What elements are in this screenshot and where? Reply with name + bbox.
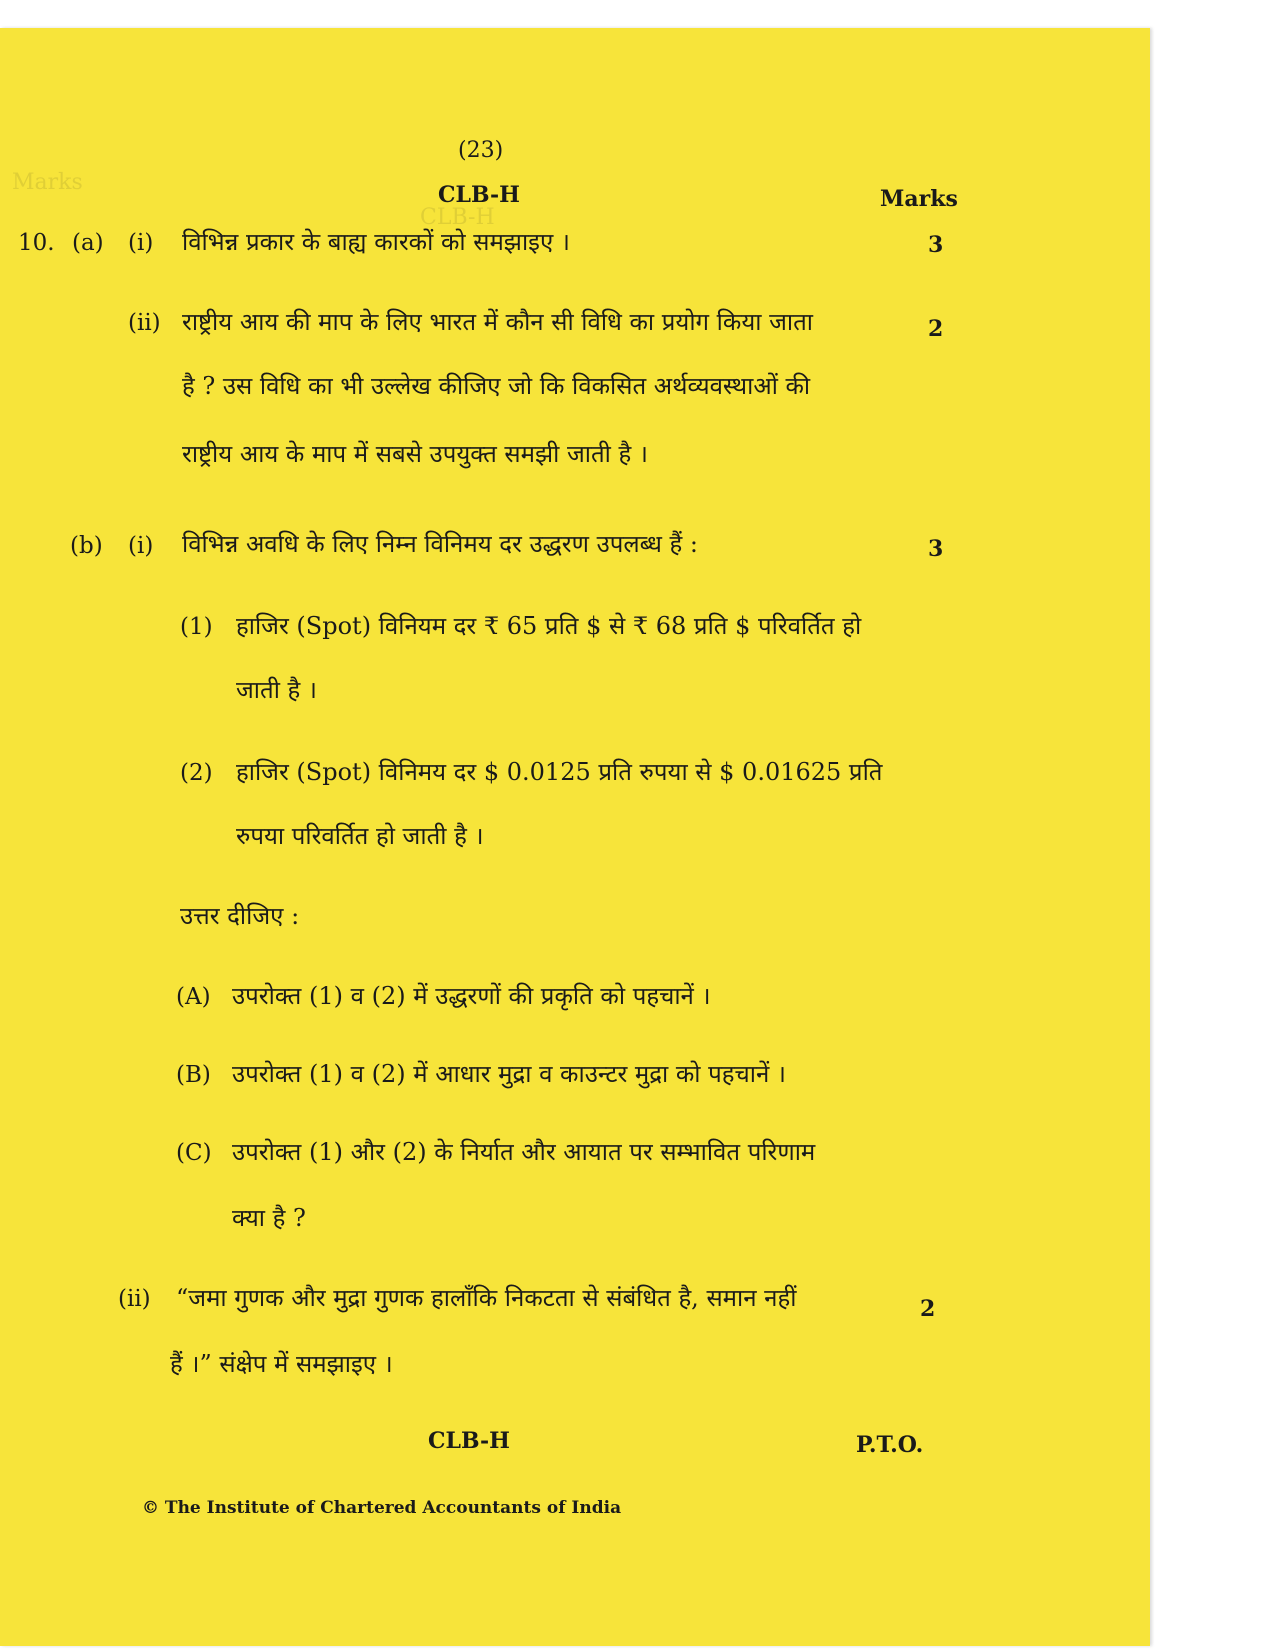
part-b-i-label: (i) — [128, 533, 154, 559]
part-b-ii-label: (ii) — [118, 1286, 151, 1312]
answer-b-text: उपरोक्त (1) व (2) में आधार मुद्रा व काउन्टर मुद्रा को पहचानें । — [232, 1060, 787, 1088]
quote-2-line2: रुपया परिवर्तित हो जाती है । — [236, 822, 484, 850]
footer-pto: P.T.O. — [856, 1432, 924, 1458]
answer-a-text: उपरोक्त (1) व (2) में उद्धरणों की प्रकृति को पहचानें । — [232, 982, 711, 1010]
answer-b-label: (B) — [176, 1062, 211, 1088]
answer-a-label: (A) — [176, 984, 211, 1010]
part-a-i-label: (i) — [128, 230, 154, 256]
exam-page — [0, 28, 1150, 1646]
part-b-i-text: विभिन्न अवधि के लिए निम्न विनिमय दर उद्धरण उपलब्ध हैं : — [182, 530, 699, 558]
quote-1-line1: हाजिर (Spot) विनियम दर ₹ 65 प्रति $ से ₹ 68 प्रति $ परिवर्तित हो — [236, 612, 862, 640]
part-b-ii-marks: 2 — [920, 1296, 936, 1322]
answer-prompt: उत्तर दीजिए : — [180, 902, 300, 930]
marks-heading: Marks — [880, 186, 958, 212]
part-a-ii-marks: 2 — [928, 316, 944, 342]
answer-c-line1: उपरोक्त (1) और (2) के निर्यात और आयात पर सम्भावित परिणाम — [232, 1138, 816, 1166]
show-through-text: CLB-H — [420, 205, 495, 230]
part-a-ii-label: (ii) — [128, 310, 161, 336]
quote-2-line1: हाजिर (Spot) विनिमय दर $ 0.0125 प्रति रुपया से $ 0.01625 प्रति — [236, 758, 883, 786]
page-number: (23) — [458, 138, 504, 163]
show-through-text: Marks — [12, 170, 83, 195]
part-a-i-marks: 3 — [928, 232, 944, 258]
part-a-label: (a) — [72, 230, 104, 256]
answer-c-label: (C) — [176, 1140, 212, 1166]
quote-2-label: (2) — [180, 760, 213, 786]
part-b-ii-line1: “जमा गुणक और मुद्रा गुणक हालाँकि निकटता से संबंधित है, समान नहीं — [176, 1284, 797, 1312]
quote-1-label: (1) — [180, 614, 213, 640]
part-b-ii-line2: हैं ।” संक्षेप में समझाइए । — [170, 1350, 393, 1378]
footer-paper-code: CLB-H — [428, 1428, 510, 1454]
copyright-notice: © The Institute of Chartered Accountants of India — [142, 1498, 622, 1518]
answer-c-line2: क्या है ? — [232, 1204, 306, 1232]
paper-code: CLB-H — [438, 182, 520, 208]
part-a-ii-line3: राष्ट्रीय आय के माप में सबसे उपयुक्त समझी जाती है । — [182, 440, 648, 468]
part-b-label: (b) — [70, 533, 103, 559]
part-b-i-marks: 3 — [928, 536, 944, 562]
part-a-ii-line1: राष्ट्रीय आय की माप के लिए भारत में कौन सी विधि का प्रयोग किया जाता — [182, 308, 814, 336]
part-a-i-text: विभिन्न प्रकार के बाह्य कारकों को समझाइए । — [182, 228, 570, 256]
quote-1-line2: जाती है । — [236, 676, 318, 704]
question-number: 10. — [18, 230, 55, 256]
part-a-ii-line2: है ? उस विधि का भी उल्लेख कीजिए जो कि विकसित अर्थव्यवस्थाओं की — [182, 372, 811, 400]
